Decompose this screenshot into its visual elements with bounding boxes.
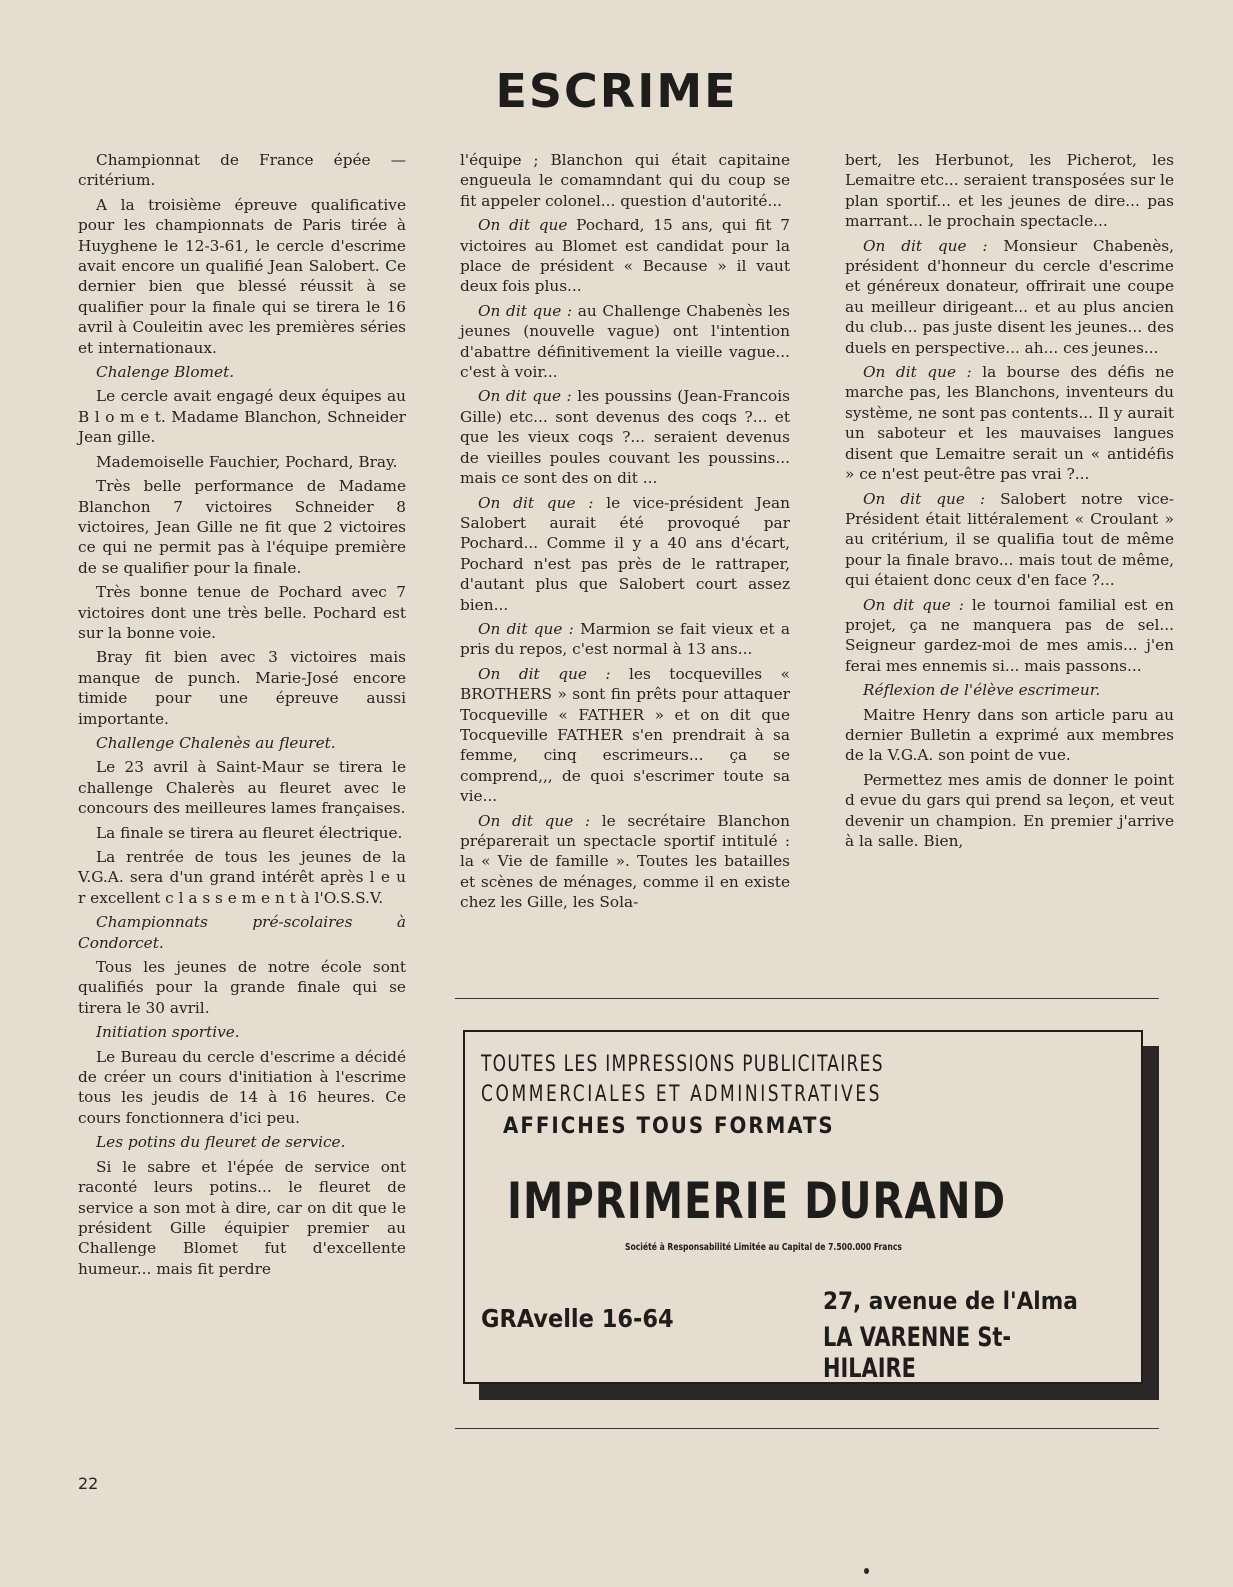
paragraph: Si le sabre et l'épée de service ont raconté leurs potins... le fleuret de service a son mot à dire, car on dit que le président Gille équipier premier au Challenge Blomet fut d'excellente humeur... mais fit perdre <box>78 1157 406 1278</box>
paragraph-text: Salobert notre vice-Président était littéralement « Croulant » au critérium, il se qualifia tout de même pour la finale bravo... mais tout de même, qui étaient donc ceux d'en face ?... <box>845 489 1174 590</box>
paragraph <box>460 664 790 807</box>
ad-line-2: COMMERCIALES ET ADMINISTRATIVES <box>481 1082 883 1107</box>
paragraph-text: le vice-président Jean Salobert aurait été provoqué par Pochard... Comme il y a 40 ans d'écart, Pochard n'est pas près de le rattraper, d'autant plus que Salobert court assez bien... <box>460 493 790 614</box>
paragraph <box>845 489 1174 591</box>
paragraph: Bray fit bien avec 3 victoires mais manque de punch. Marie-José encore timide pour une épreuve aussi importante. <box>78 648 406 728</box>
paragraph: Le cercle avait engagé deux équipes au B l o m e t. Madame Blanchon, Schneider Jean gille. <box>78 387 406 447</box>
paragraph: Réflexion de l'élève escrimeur. <box>863 681 1101 700</box>
paragraph-text: le secrétaire Blanchon préparerait un spectacle sportif intitulé : la « Vie de famille ». Toutes les batailles et scènes de ménages, comme il en existe chez les Gille, les Sola- <box>460 811 790 912</box>
paragraph-text: Marmion se fait vieux et a pris du repos, c'est normal à 13 ans... <box>460 619 790 659</box>
paragraph <box>460 493 790 615</box>
paragraph: Challenge Chalenès au fleuret. <box>96 733 336 752</box>
ad-company-name: IMPRIMERIE DURAND <box>507 1172 1006 1230</box>
paragraph: Maitre Henry dans son article paru au dernier Bulletin a exprimé aux membres de la V.G.A. son point de vue. <box>845 705 1174 765</box>
paragraph <box>845 595 1174 677</box>
divider-rule-bottom <box>455 1428 1159 1429</box>
paragraph <box>460 386 790 488</box>
paragraph: Les potins du fleuret de service. <box>96 1133 346 1152</box>
paragraph-text: le tournoi familial est en projet, ça ne manquera pas de sel... Seigneur gardez-moi de mes amis... j'en ferai mes ennemis si... mais passons... <box>845 595 1174 675</box>
paragraph: Tous les jeunes de notre école sont qualifiés pour la grande finale qui se tirera le 30 avril. <box>78 958 406 1017</box>
paragraph: Chalenge Blomet. <box>96 363 235 382</box>
printer-advertisement <box>463 1030 1143 1384</box>
paragraph: Championnat de France épée — critérium. <box>78 151 406 190</box>
on-dit-que-label: On dit que : <box>478 493 594 512</box>
paragraph: Le Bureau du cercle d'escrime a décidé de créer un cours d'initiation à l'escrime tous les jeudis de 14 à 16 heures. Ce cours fonctionnera d'ici peu. <box>78 1047 406 1127</box>
divider-rule-top <box>455 998 1159 999</box>
ad-phone: GRAvelle 16-64 <box>481 1304 674 1333</box>
paragraph: A la troisième épreuve qualificative pour les championnats de Paris tirée à Huyghene le 12-3-61, le cercle d'escrime avait encore un qualifié Jean Salobert. Ce dernier bien que blessé réussit à se qualifier pour la finale qui se tirera le 16 avril à Couleitin avec les premières séries et internationaux. <box>78 195 406 357</box>
paragraph: Le 23 avril à Saint-Maur se tirera le challenge Chalerès au fleuret avec le concours des meilleures lames françaises. <box>78 758 406 818</box>
paragraph <box>845 362 1174 484</box>
on-dit-que-label: On dit que : <box>478 619 574 638</box>
paragraph: bert, les Herbunot, les Picherot, les Lemaitre etc... seraient transposées sur le plan sportif... et les jeunes de dire... pas marrant... le prochain spectacle... <box>845 151 1174 231</box>
paragraph <box>460 215 790 297</box>
paragraph <box>460 619 790 660</box>
paragraph-text: la bourse des défis ne marche pas, les Blanchons, inventeurs du système, ne sont pas contents... Il y aurait un saboteur et les mauvaises langues disent que Lemaitre serait un « antidéfis » ce n'est peut-être pas vrai ?... <box>845 363 1174 484</box>
paragraph-text: Pochard, 15 ans, qui fit 7 victoires au Blomet est candidat pour la place de président « Becaus​e » il vaut deux fois plus... <box>460 216 790 296</box>
paragraph: Initiation sportive. <box>96 1023 240 1042</box>
ad-address-street: 27, avenue de l'Alma <box>823 1287 1078 1315</box>
ad-legal-notice: Société à Responsabilité Limitée au Capital de 7.500.000 Francs <box>625 1242 902 1253</box>
paragraph: La finale se tirera au fleuret électrique. <box>96 823 403 842</box>
on-dit-que-label: On dit que : <box>478 301 573 320</box>
paragraph: l'équipe ; Blanchon qui était capitaine engueula le comamndant qui du coup se fit appeler colonel... question d'autorité... <box>460 151 790 210</box>
article-column-1 <box>78 150 406 1283</box>
ad-address-town: LA VARENNE St-HILAIRE <box>823 1322 1012 1384</box>
page-title: ESCRIME <box>495 64 738 118</box>
paragraph: Championnats pré-scolaires à Condorcet. <box>78 913 406 952</box>
paragraph: Permettez mes amis de donner le point d evue du gars qui prend sa leçon, et veut devenir un champion. En premier j'arrive à la salle. Bien, <box>845 770 1174 850</box>
ink-dot <box>864 1568 869 1574</box>
paragraph: Mademoiselle Fauchier, Pochard, Bray. <box>96 452 398 471</box>
paragraph-text: Monsieur Chabenès, président d'honneur du cercle d'escrime et généreux donateur, offrirait une coupe au meilleur dirigeant... et au plus ancien du club... pas juste disent les jeunes... des duels en perspective... ah... ces jeunes... <box>845 236 1174 357</box>
on-dit-que-label: On dit que : <box>863 595 964 614</box>
paragraph-text: les tocquevilles « BROTHERS » sont fin prêts pour attaquer Tocqueville « FATHER » et on dit que Tocqueville FATHER s'en prendrait à sa femme, cinq escrimeurs... ça se comprend,,, de quoi s'escrimer toute sa vie... <box>460 664 790 806</box>
on-dit-que-label: On dit que : <box>863 489 986 508</box>
paragraph <box>845 236 1174 358</box>
ad-line-1: TOUTES LES IMPRESSIONS PUBLICITAIRES <box>481 1052 884 1077</box>
page-number: 22 <box>78 1474 99 1493</box>
on-dit-que-label: On dit que : <box>863 236 988 255</box>
ad-line-3: AFFICHES TOUS FORMATS <box>503 1114 835 1139</box>
on-dit-que-label: On dit que <box>478 216 568 235</box>
paragraph: Très bonne tenue de Pochard avec 7 victoires dont une très belle. Pochard est sur la bonne voie. <box>78 583 406 642</box>
on-dit-que-label: On dit que : <box>478 387 572 406</box>
paragraph: Très belle performance de Madame Blanchon 7 victoires Schneider 8 victoires, Jean Gille ne fit que 2 victoires ce qui ne permit pas à l'équipe première de se qualifier pour la finale. <box>78 477 406 577</box>
paragraph-text: les poussins (Jean-Francois Gille) etc... sont devenus des coqs ?... et que les vieux coqs ?... seraient devenus de vieilles poules couvant les poussins... mais ce sont des on dit ... <box>460 387 790 488</box>
article-column-2 <box>460 150 790 917</box>
on-dit-que-label: On dit que : <box>863 363 972 382</box>
article-column-3 <box>845 150 1174 855</box>
paragraph <box>460 811 790 913</box>
paragraph <box>460 301 790 383</box>
paragraph: La rentrée de tous les jeunes de la V.G.A. sera d'un grand intérêt après l e u r excellent c l a s s e m e n t à l'O.S.S.V. <box>78 848 406 907</box>
on-dit-que-label: On dit que : <box>478 811 591 830</box>
on-dit-que-label: On dit que : <box>478 664 611 683</box>
paragraph-text: au Challenge Chabenès les jeunes (nouvelle vague) ont l'intention d'abattre définitivement la vieille vague... c'est à voir... <box>460 301 790 382</box>
